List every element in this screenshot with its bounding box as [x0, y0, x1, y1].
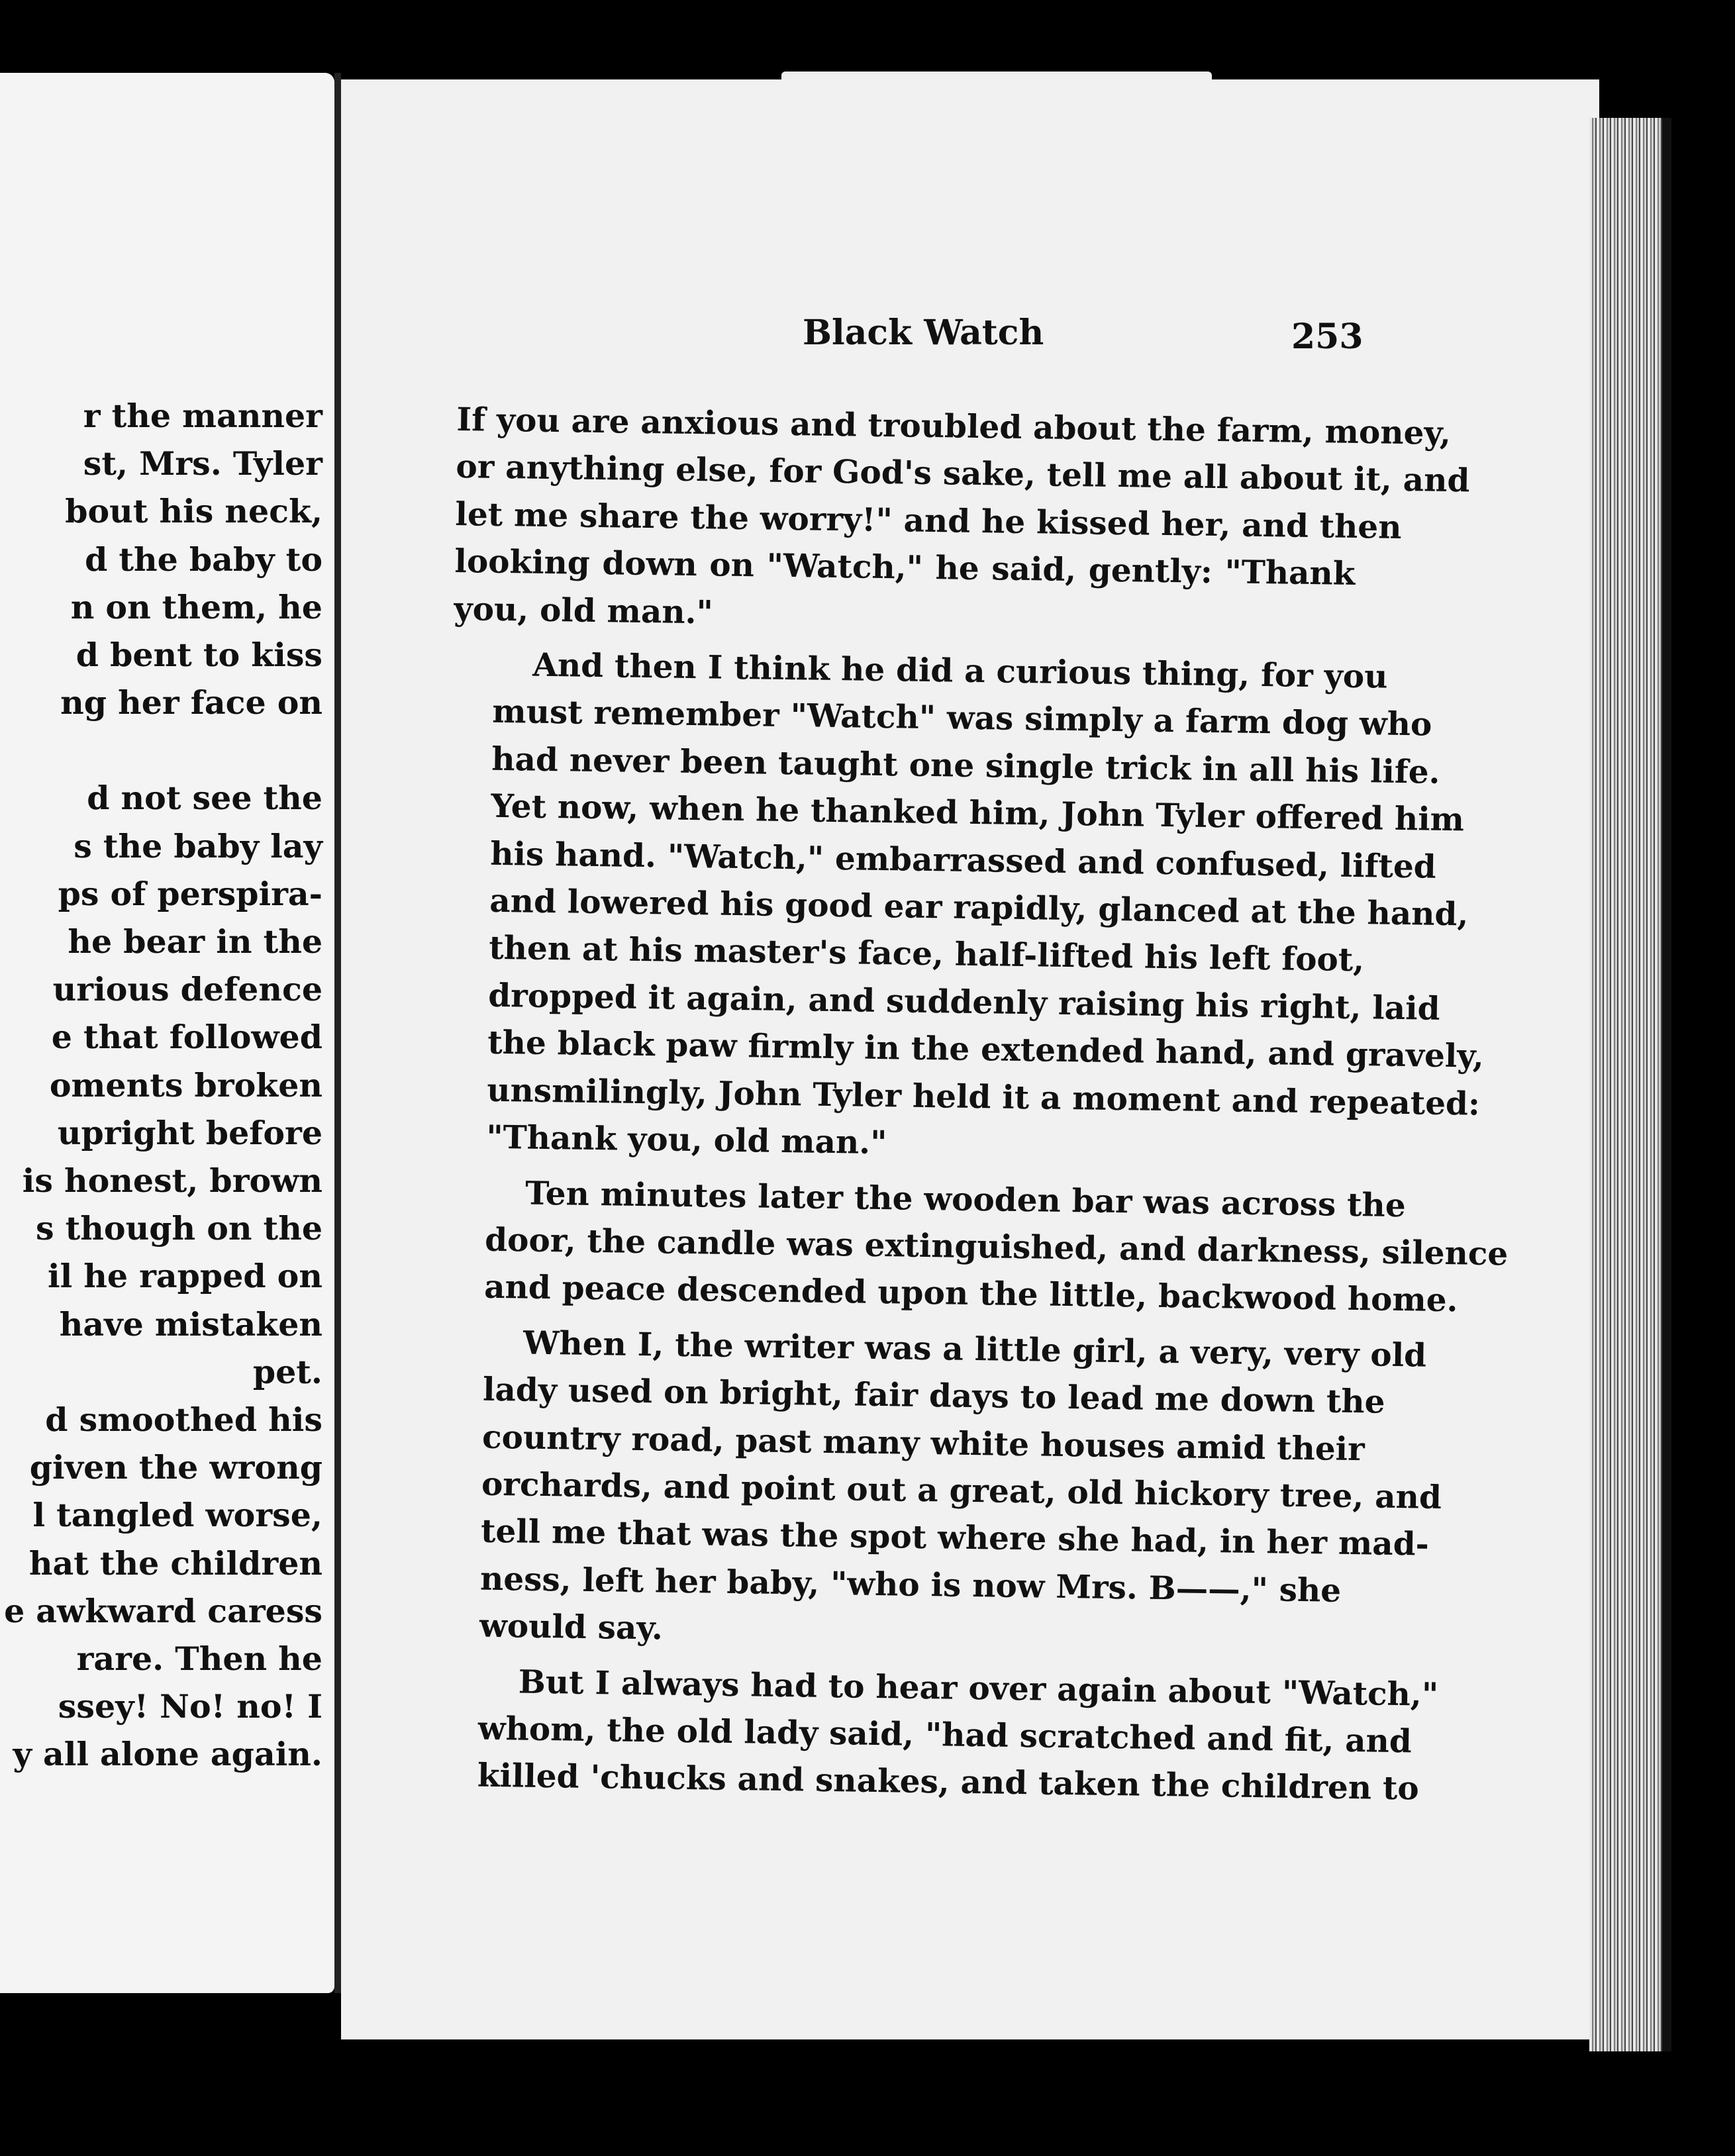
left-page-line: e that followed [51, 1018, 322, 1057]
text-line: If you are anxious and troubled about the farm, money, [456, 400, 1452, 452]
left-page-line [0, 726, 322, 774]
text-line: unsmilingly, John Tyler held it a moment and repeated: [486, 1071, 1481, 1123]
left-page [0, 73, 334, 1993]
paragraph [446, 640, 1485, 1173]
text-line: Ten minutes later the wooden bar was across the [524, 1174, 1407, 1224]
text-line: his hand. "Watch," embarrassed and confused, lifted [489, 834, 1437, 886]
book-gutter [334, 73, 341, 1993]
text-line: door, the candle was extinguished, and darkness, silence [484, 1220, 1509, 1273]
text-line: killed 'chucks and snakes, and taken the children to [477, 1757, 1420, 1808]
text-line: and peace descended upon the little, backwood home. [483, 1268, 1458, 1320]
text-line: or anything else, for God's sake, tell me all about it, and [456, 448, 1470, 500]
text-line: orchards, and point out a great, old hickory tree, and [481, 1465, 1442, 1516]
left-page-line: il he rapped on [47, 1257, 322, 1296]
left-page-line: pet. [252, 1352, 322, 1391]
left-page-line: have mistaken [59, 1304, 322, 1344]
text-line: "Thank you, old man." [485, 1118, 887, 1162]
text-line: let me share the worry!" and he kissed her, and then [455, 495, 1402, 546]
left-page-line: urious defence [52, 970, 322, 1009]
left-page-line: upright before [57, 1113, 322, 1152]
left-page-line: s the baby lay [74, 826, 322, 865]
text-line: the black paw firmly in the extended hand, and gravely, [487, 1024, 1485, 1076]
left-page-line: given the wrong [29, 1448, 322, 1487]
left-page-line: ng her face on [60, 683, 322, 722]
left-page-line: d the baby to [85, 540, 322, 579]
left-page-line: s though on the [36, 1209, 322, 1248]
paragraph [444, 1168, 1509, 1322]
text-line: must remember "Watch" was simply a farm dog who [491, 693, 1432, 744]
text-line: And then I think he did a curious thing, for you [532, 646, 1388, 696]
left-page-line: ps of perspira- [58, 874, 322, 913]
page-edges [1589, 118, 1662, 2051]
paragraph [454, 396, 1470, 645]
left-page-line: d not see the [87, 779, 322, 818]
running-head: Black Watch [803, 313, 1044, 353]
text-line: had never been taught one single trick in all his life. [491, 740, 1440, 791]
paragraph [440, 1318, 1442, 1662]
text-line: would say. [479, 1606, 664, 1647]
left-page-line: hat the children [28, 1544, 322, 1583]
cover-edge [1662, 118, 1671, 2051]
left-page-line: is honest, brown [22, 1161, 322, 1200]
paragraph [437, 1657, 1439, 1811]
left-page-text [0, 392, 322, 1779]
text-line: country road, past many white houses amid their [481, 1418, 1365, 1468]
text-line: dropped it again, and suddenly raising his right, laid [487, 976, 1440, 1028]
left-page-line: e awkward caress [4, 1591, 322, 1630]
left-page-line: l tangled worse, [32, 1496, 322, 1535]
text-line: When I, the writer was a little girl, a very, very old [522, 1324, 1427, 1375]
left-page-line: n on them, he [70, 587, 322, 626]
left-page-line: bout his neck, [65, 492, 322, 531]
bottom-mark [726, 2000, 766, 2039]
text-line: Yet now, when he thanked him, John Tyler offered him [490, 787, 1465, 839]
text-line: and lowered his good ear rapidly, glanced at the hand, [489, 881, 1469, 934]
text-line: lady used on bright, fair days to lead me down the [482, 1370, 1385, 1421]
text-line: But I always had to hear over again about "Watch," [518, 1663, 1439, 1714]
left-page-line: y all alone again. [13, 1735, 322, 1774]
left-page-line: oments broken [49, 1065, 322, 1104]
left-page-line: d bent to kiss [75, 636, 322, 675]
text-line: looking down on "Watch," he said, gently: "Thank [454, 542, 1356, 593]
left-page-line: he bear in the [68, 922, 322, 961]
text-line: whom, the old lady said, "had scratched and fit, and [477, 1709, 1413, 1761]
left-page-line: r the manner [83, 397, 322, 435]
left-page-line: st, Mrs. Tyler [83, 444, 322, 483]
body-text [437, 396, 1509, 1820]
text-line: tell me that was the spot where she had, in her mad- [480, 1512, 1430, 1564]
left-page-line: ssey! No! no! I [58, 1687, 322, 1726]
page-number: 253 [1291, 317, 1363, 357]
text-line: ness, left her baby, "who is now Mrs. B——," she [479, 1559, 1342, 1610]
text-line: you, old man." [454, 589, 714, 632]
left-page-line: d smoothed his [45, 1400, 322, 1440]
left-page-line: rare. Then he [76, 1640, 322, 1679]
text-line: then at his master's face, half-lifted his left foot, [488, 929, 1365, 979]
